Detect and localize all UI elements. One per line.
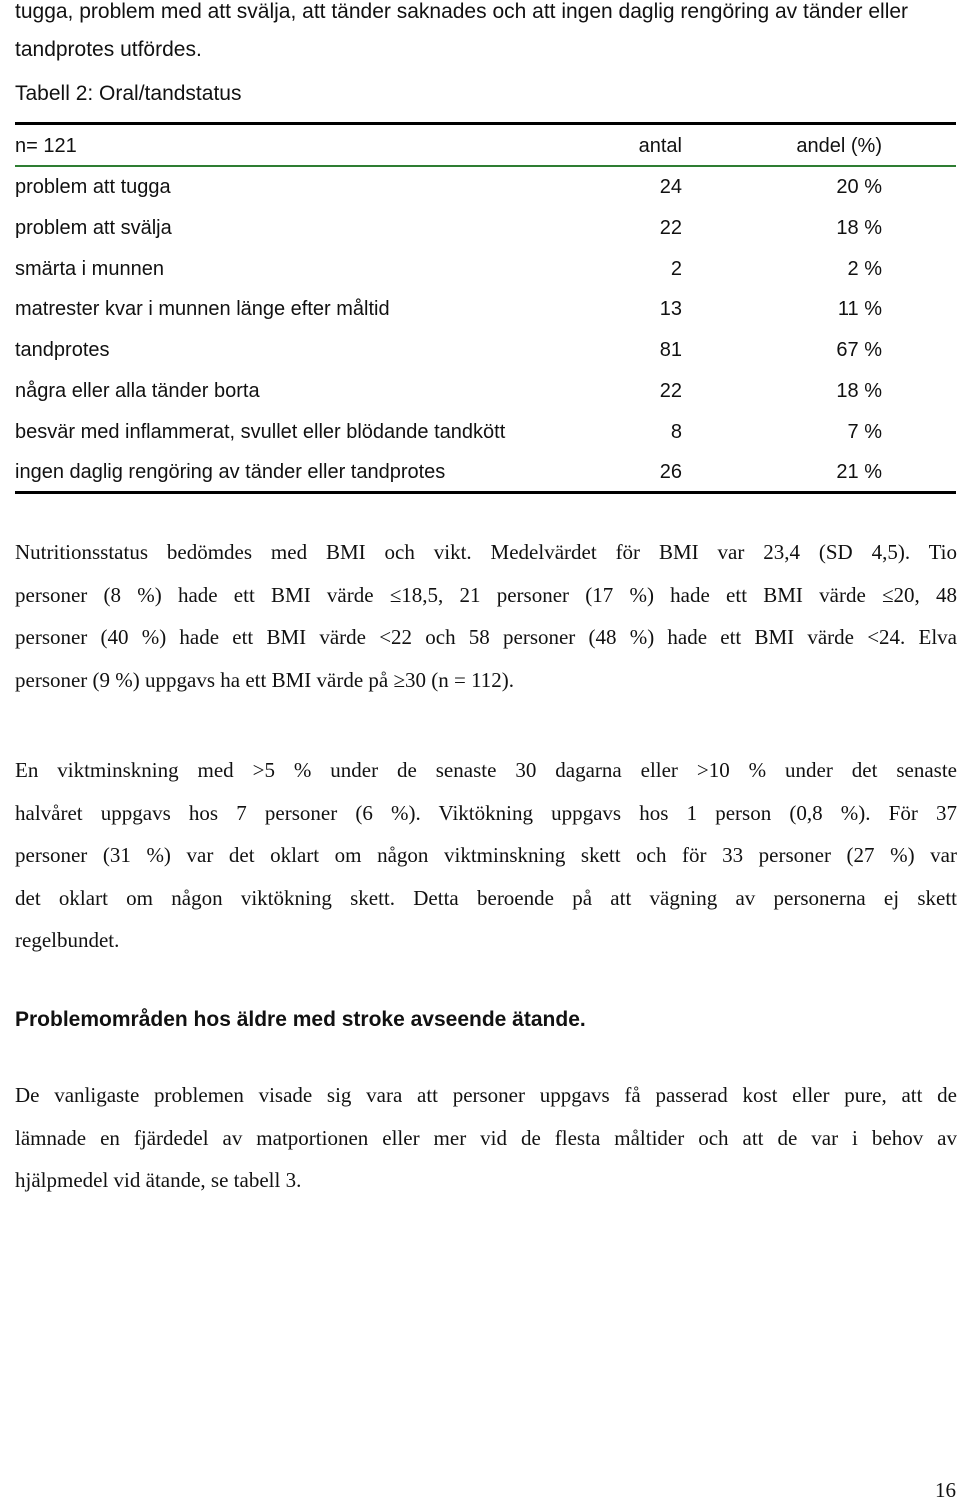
row-andel: 2 % [847, 258, 882, 280]
row-andel: 20 % [836, 176, 882, 198]
table-row [15, 298, 956, 326]
row-antal: 26 [659, 461, 682, 483]
paragraph-line: personer (9 %) uppgavs ha ett BMI värde på ≥30 (n = 112). [15, 667, 515, 692]
intro-line-1: tugga, problem med att svälja, att tänder saknades och att ingen daglig rengöring av tänder eller [15, 0, 909, 23]
table-caption: Tabell 2: Oral/tandstatus [15, 82, 242, 105]
table-row [15, 339, 956, 367]
paragraph-line: det oklart om någon viktökning skett. Detta beroende på att vägning av personerna ej skett [15, 885, 957, 910]
row-antal: 2 [670, 258, 682, 280]
row-antal: 22 [659, 380, 682, 402]
row-andel: 7 % [847, 421, 882, 443]
row-andel: 67 % [836, 339, 882, 361]
header-label: n= 121 [15, 135, 77, 157]
row-label: problem att tugga [15, 176, 171, 198]
table-row [15, 217, 956, 245]
row-antal: 13 [659, 298, 682, 320]
paragraph-line: En viktminskning med >5 % under de senaste 30 dagarna eller >10 % under det senaste [15, 758, 957, 782]
row-label: tandprotes [15, 339, 110, 361]
table-row [15, 461, 956, 489]
intro-line-2: tandprotes utfördes. [15, 38, 202, 61]
row-antal: 24 [659, 176, 682, 198]
table-header-rule [15, 165, 956, 167]
table-row [15, 258, 956, 286]
row-andel: 21 % [836, 461, 882, 483]
table-row [15, 176, 956, 204]
paragraph-line: lämnade en fjärdedel av matportionen eller mer vid de flesta måltider och att de var i behov av [15, 1125, 957, 1150]
paragraph-line: personer (40 %) hade ett BMI värde <22 och 58 personer (48 %) hade ett BMI värde <24. Elva [15, 625, 957, 649]
weight-paragraph [15, 749, 957, 962]
row-label: problem att svälja [15, 217, 172, 239]
header-antal: antal [638, 135, 682, 157]
row-label: några eller alla tänder borta [15, 380, 260, 402]
paragraph-line: Nutritionsstatus bedömdes med BMI och vikt. Medelvärdet för BMI var 23,4 (SD 4,5). Tio [15, 540, 957, 564]
row-andel: 18 % [836, 380, 882, 402]
row-label: ingen daglig rengöring av tänder eller tandprotes [15, 461, 446, 483]
row-label: matrester kvar i munnen länge efter måltid [15, 298, 390, 320]
table-bottom-rule [15, 491, 956, 494]
paragraph-line: personer (8 %) hade ett BMI värde ≤18,5, 21 personer (17 %) hade ett BMI värde ≤20, 48 [15, 582, 957, 607]
row-label: smärta i munnen [15, 258, 164, 280]
paragraph-line: hjälpmedel vid ätande, se tabell 3. [15, 1168, 302, 1192]
table-top-rule [15, 122, 956, 125]
table-row [15, 380, 956, 408]
section-heading: Problemområden hos äldre med stroke avseende ätande. [15, 1008, 586, 1031]
row-label: besvär med inflammerat, svullet eller blödande tandkött [15, 421, 506, 443]
row-antal: 22 [659, 217, 682, 239]
page-number: 16 [935, 1478, 956, 1502]
paragraph-line: regelbundet. [15, 928, 120, 952]
row-andel: 11 % [837, 298, 882, 320]
paragraph-line: halvåret uppgavs hos 7 personer (6 %). Viktökning uppgavs hos 1 person (0,8 %). För 37 [15, 800, 957, 825]
row-antal: 81 [659, 339, 682, 361]
header-andel: andel (%) [796, 135, 882, 157]
problems-paragraph [15, 1074, 957, 1202]
paragraph-line: personer (31 %) var det oklart om någon viktminskning skett och för 33 personer (27 %) var [15, 843, 957, 867]
paragraph-line: De vanligaste problemen visade sig vara att personer uppgavs få passerad kost eller pure, att de [15, 1083, 957, 1107]
row-antal: 8 [670, 421, 682, 443]
table-header-row [15, 135, 956, 163]
nutrition-paragraph [15, 531, 957, 701]
table-row [15, 421, 956, 449]
row-andel: 18 % [836, 217, 882, 239]
